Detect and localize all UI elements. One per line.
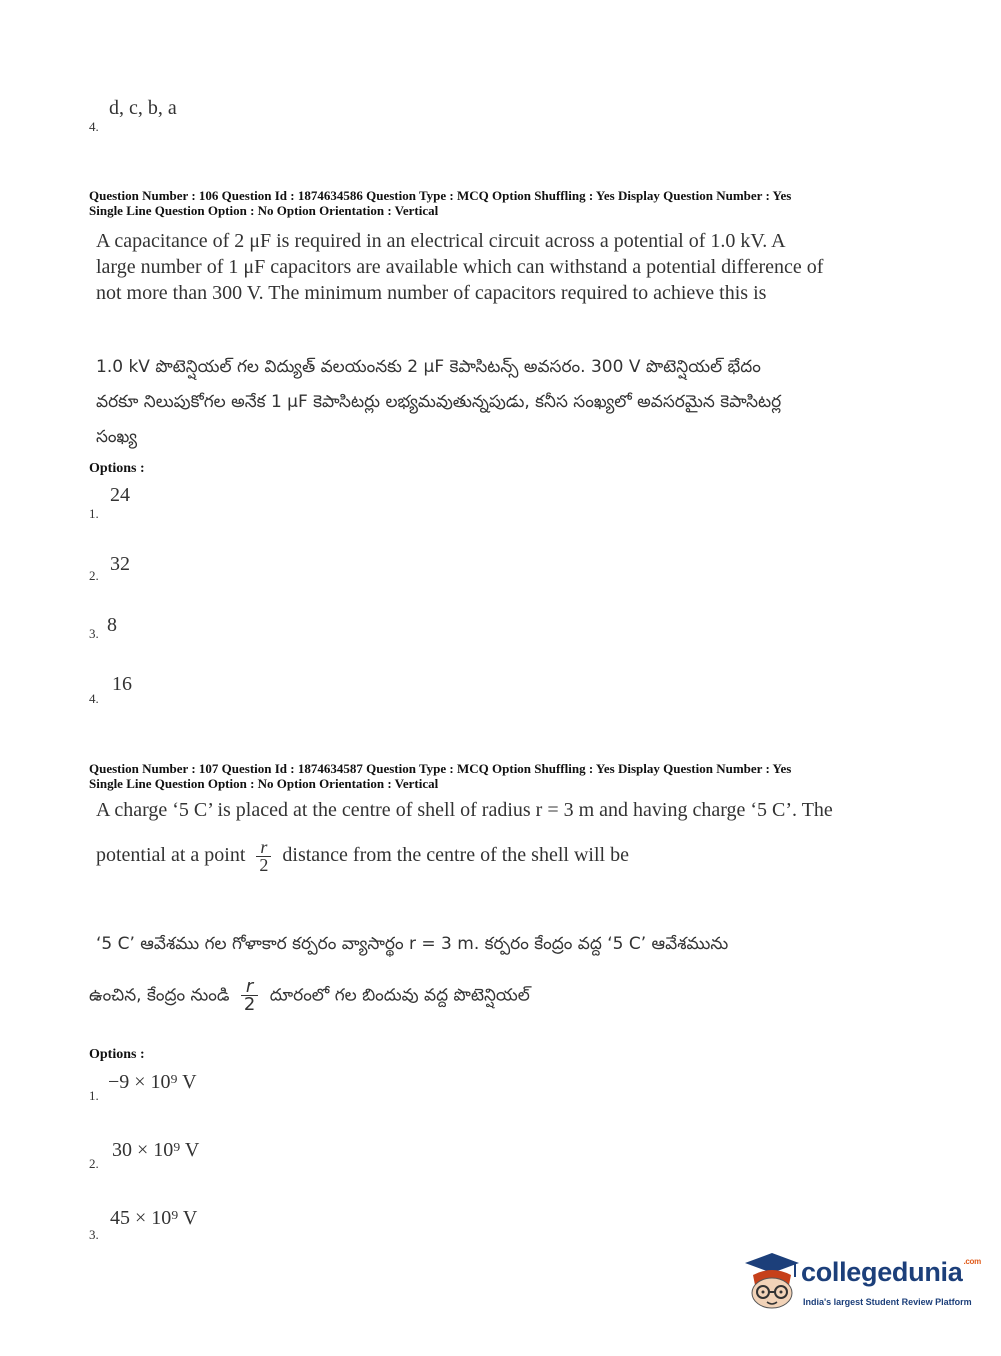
q106-meta-line-2: Single Line Question Option : No Option Orientation : Vertical bbox=[89, 203, 439, 218]
q107-telugu-line-1: ‘5 C’ ఆవేశము గల గోళాకార కర్పరం వ్యాసార్థం r = 3 m. కర్పరం కేంద్రం వద్ద ‘5 C’ ఆవేశమును bbox=[96, 934, 729, 954]
brand-name-text: collegedunia bbox=[801, 1257, 963, 1287]
prev-option-4-value: d, c, b, a bbox=[109, 97, 177, 119]
q106-english-line: A capacitance of 2 μF is required in an electrical circuit across a potential of 1.0 kV. A bbox=[96, 230, 786, 252]
q106-option-4-value: 16 bbox=[112, 673, 132, 695]
brand-domain-suffix: .com bbox=[963, 1257, 981, 1266]
fraction-denominator: 2 bbox=[256, 856, 271, 874]
q106-options-label: Options : bbox=[89, 461, 145, 476]
q107-option-3-number: 3. bbox=[89, 1227, 99, 1242]
q107-option-2-number: 2. bbox=[89, 1156, 99, 1171]
fraction-denominator: 2 bbox=[241, 995, 258, 1013]
q106-option-3-number: 3. bbox=[89, 626, 99, 641]
q107-telugu-line-2-end: దూరంలో గల బిందువు వద్ద పొటెన్షియల్ bbox=[269, 985, 530, 1006]
r-over-2-fraction bbox=[256, 839, 271, 874]
prev-option-4-number: 4. bbox=[89, 119, 99, 134]
q106-telugu-line: సంఖ్య bbox=[96, 427, 137, 447]
brand-name bbox=[801, 1257, 981, 1288]
q107-english-line-1: A charge ‘5 C’ is placed at the centre of shell of radius r = 3 m and having charge ‘5 C’. The bbox=[96, 799, 833, 821]
q106-option-3-value: 8 bbox=[107, 614, 117, 636]
q107-option-1-value: −9 × 10⁹ V bbox=[108, 1071, 197, 1093]
q107-telugu-line-2-start: ఉంచిన, కేంద్రం నుండి bbox=[89, 985, 230, 1006]
q107-option-2-value: 30 × 10⁹ V bbox=[112, 1139, 200, 1161]
q107-telugu-line-2 bbox=[89, 978, 889, 1013]
q107-option-1-number: 1. bbox=[89, 1088, 99, 1103]
student-mascot-icon bbox=[743, 1251, 801, 1311]
brand-tagline: India's largest Student Review Platform bbox=[803, 1297, 972, 1307]
q106-english-line: large number of 1 μF capacitors are available which can withstand a potential difference of bbox=[96, 256, 824, 278]
q106-option-2-number: 2. bbox=[89, 568, 99, 583]
q107-english-line-2-start: potential at a point bbox=[96, 844, 246, 867]
q106-telugu-text bbox=[96, 350, 896, 455]
q106-option-2-value: 32 bbox=[110, 553, 130, 575]
q106-english-line: not more than 300 V. The minimum number of capacitors required to achieve this is bbox=[96, 282, 767, 304]
q106-option-4-number: 4. bbox=[89, 691, 99, 706]
q107-english-line-2-end: distance from the centre of the shell will be bbox=[282, 844, 629, 867]
fraction-numerator: r bbox=[245, 976, 254, 997]
r-over-2-fraction-telugu bbox=[241, 978, 258, 1013]
collegedunia-watermark bbox=[743, 1251, 981, 1321]
q107-meta-line-2: Single Line Question Option : No Option Orientation : Vertical bbox=[89, 776, 439, 791]
q106-option-1-value: 24 bbox=[110, 484, 130, 506]
q107-english-line-2 bbox=[96, 839, 916, 874]
q107-meta-line-1: Question Number : 107 Question Id : 1874634587 Question Type : MCQ Option Shuffling : Yes Display Question Number : Yes bbox=[89, 761, 792, 776]
q107-options-label: Options : bbox=[89, 1047, 145, 1062]
q106-telugu-line: వరకూ నిలుపుకోగల అనేక 1 μF కెపాసిటర్లు లభ్యమవుతున్నపుడు, కనీస సంఖ్యలో అవసరమైన కెపాసిటర్ల bbox=[96, 392, 782, 412]
q106-english-text bbox=[96, 228, 896, 306]
q106-option-1-number: 1. bbox=[89, 506, 99, 521]
q106-meta-line-1: Question Number : 106 Question Id : 1874634586 Question Type : MCQ Option Shuffling : Yes Display Question Number : Yes bbox=[89, 188, 792, 203]
q107-option-3-value: 45 × 10⁹ V bbox=[110, 1207, 198, 1229]
q106-telugu-line: 1.0 kV పొటెన్షియల్ గల విద్యుత్ వలయంనకు 2 μF కెపాసిటన్స్ అవసరం. 300 V పొటెన్షియల్ భేదం bbox=[96, 357, 761, 377]
fraction-numerator: r bbox=[260, 837, 268, 857]
